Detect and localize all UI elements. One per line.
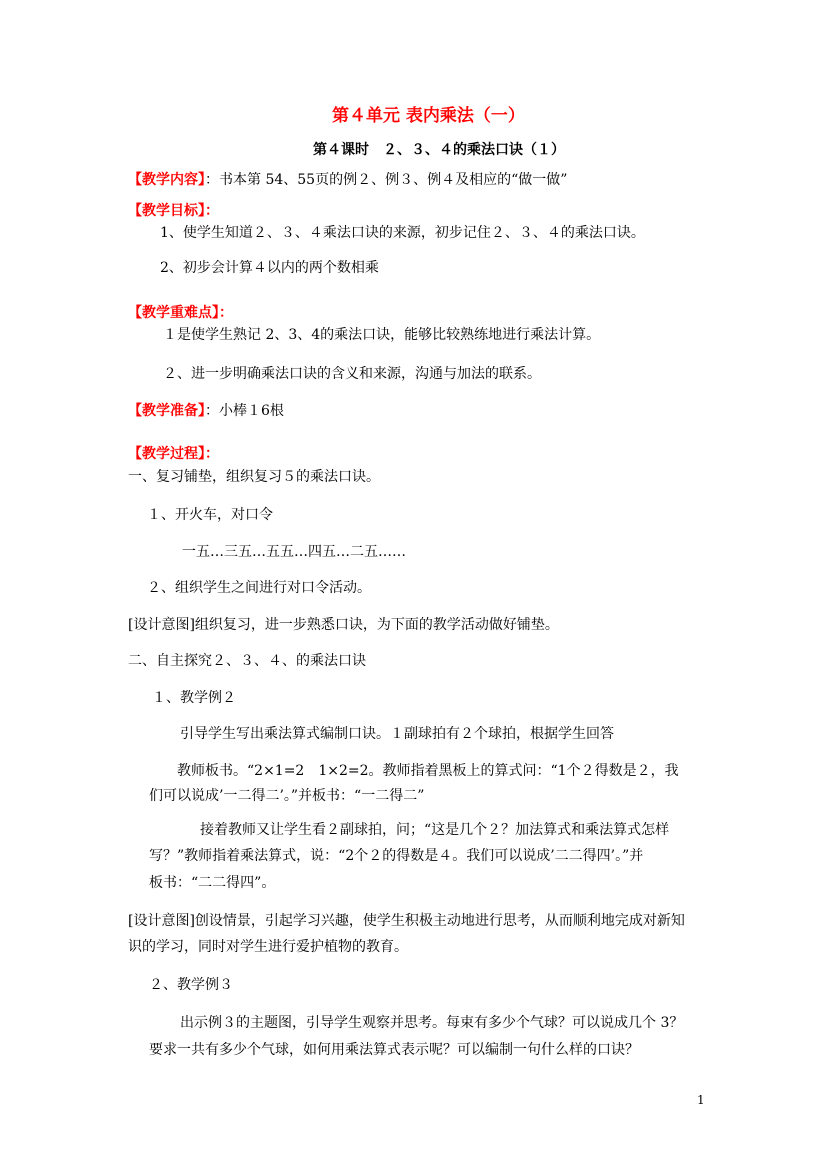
document-title: 第４单元 表内乘法（一） bbox=[332, 106, 525, 126]
process-line: 写？”教师指着乘法算式，说：“2个２的得数是４。我们可以说成’二二得四’。”并 bbox=[149, 848, 644, 864]
lesson-subtitle: 第４课时 ２、３、４的乘法口诀（１） bbox=[313, 142, 565, 158]
goal-item: 1、使学生知道２、３、４乘法口诀的来源，初步记住２、３、４的乘法口诀。 bbox=[160, 225, 645, 241]
content-text: ：书本第 54、55页的例２、例３、例４及相应的“做一做” bbox=[205, 172, 568, 188]
goal-item: 2、初步会计算４以内的两个数相乘 bbox=[160, 260, 379, 276]
goals-heading bbox=[128, 201, 219, 221]
process-line: 要求一共有多少个气球，如何用乘法算式表示呢？可以编制一句什么样的口诀？ bbox=[149, 1042, 639, 1058]
goals-colon: ： bbox=[205, 203, 219, 219]
prep-text: ：小棒１6根 bbox=[205, 403, 284, 419]
content-label: 【教学内容】 bbox=[128, 172, 205, 188]
process-line: 出示例３的主题图，引导学生观察并思考。每束有多少个气球？可以说成几个 3？ bbox=[180, 1015, 684, 1031]
process-line: 板书：“二二得四”。 bbox=[149, 875, 276, 891]
process-label: 【教学过程】 bbox=[128, 446, 205, 462]
process-colon: ： bbox=[205, 446, 219, 462]
process-line: ２、教学例３ bbox=[149, 977, 233, 993]
key-points-heading bbox=[128, 303, 233, 323]
process-line: 二、自主探究２、３、４、的乘法口诀 bbox=[128, 653, 366, 669]
process-line: ２、组织学生之间进行对口令活动。 bbox=[147, 580, 371, 596]
prep-label: 【教学准备】 bbox=[128, 403, 205, 419]
key-points-colon: ： bbox=[219, 305, 233, 321]
process-line: 们可以说成’一二得二’。”并板书：“一二得二” bbox=[149, 788, 425, 804]
key-point-item: ２、进一步明确乘法口诀的含义和来源，沟通与加法的联系。 bbox=[163, 366, 541, 382]
process-heading bbox=[128, 444, 219, 464]
key-points-label: 【教学重难点】 bbox=[128, 305, 219, 321]
process-line: 接着教师又让学生看２副球拍，问；“这是几个２？加法算式和乘法算式怎样 bbox=[200, 822, 670, 838]
key-point-item: １是使学生熟记 2、3、4的乘法口诀，能够比较熟练地进行乘法计算。 bbox=[163, 327, 601, 343]
process-line: [设计意图]创设情景，引起学习兴趣，使学生积极主动地进行思考，从而顺利地完成对新知 bbox=[128, 913, 685, 929]
goals-label: 【教学目标】 bbox=[128, 203, 205, 219]
process-line: 一、复习铺垫，组织复习５的乘法口诀。 bbox=[128, 469, 380, 485]
process-line: 识的学习，同时对学生进行爱护植物的教育。 bbox=[128, 939, 408, 955]
page-number: 1 bbox=[697, 1093, 705, 1107]
process-line: １、教学例２ bbox=[152, 690, 236, 706]
process-line: 引导学生写出乘法算式编制口诀。１副球拍有２个球拍，根据学生回答 bbox=[180, 726, 614, 742]
process-line: [设计意图]组织复习，进一步熟悉口诀，为下面的教学活动做好铺垫。 bbox=[128, 617, 559, 633]
content-line bbox=[128, 170, 567, 190]
process-line: １、开火车，对口令 bbox=[147, 507, 273, 523]
process-line: 一五…三五…五五…四五…二五…… bbox=[182, 544, 406, 560]
process-line: 教师板书。“2×1=2 1×2=2。教师指着黑板上的算式问：“1个２得数是２，我 bbox=[177, 763, 679, 779]
prep-line bbox=[128, 401, 284, 421]
